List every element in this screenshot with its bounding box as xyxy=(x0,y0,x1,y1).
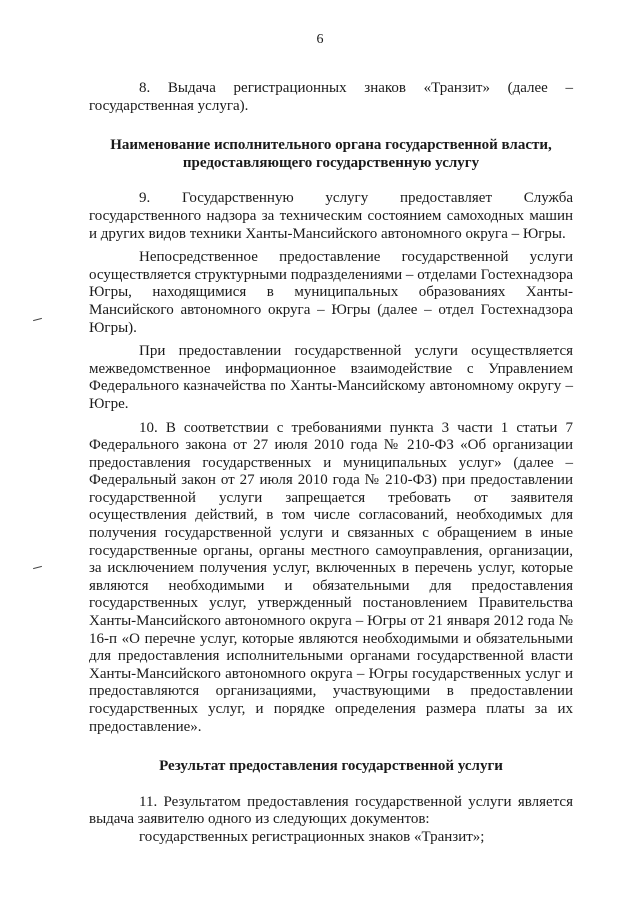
section-heading-authority: Наименование исполнительного органа государственной власти, предоставляющего государственную услугу xyxy=(110,137,552,171)
item-11-paragraph: 11. Результатом предоставления государственной услуги является выдача заявителю одного из следующих документов: xyxy=(89,793,573,828)
item-10-paragraph: 10. В соответствии с требованиями пункта 3 части 1 статьи 7 Федерального закона от 27 июля 2010 года № 210-ФЗ «Об организации предоставления государственных и муниципальных услуг» (далее – Федеральный закон от 27 июля 2010 года № 210-ФЗ) при предоставлении государственной услуги запрещается требовать от заявителя осуществления действий, в том числе согласований, необходимых для получения государственной услуги и связанных с обращением в иные государственные органы, органы местного самоуправления, организации, за исключением получения услуг, включенных в перечень услуг, которые являются необходимыми и обязательными для предоставления государственных услуг, утвержденный постановлением Правительства Ханты-Мансийского автономного округа – Югры от 21 января 2012 года № 16-п «О перечне услуг, которые являются необходимыми и обязательными для предоставления исполнительными органами государственной власти Ханты-Мансийского автономного округа – Югры государственных услуг и предоставляются организациями, участвующими в предоставлении государственных услуг, и порядке определения размера платы за их предоставление». xyxy=(89,419,573,735)
item-9-paragraph: 9. Государственную услугу предоставляет Служба государственного надзора за техническим состоянием самоходных машин и других видов техники Ханты-Мансийского автономного округа – Югры. xyxy=(89,190,573,242)
margin-mark xyxy=(33,566,42,569)
item-8-paragraph: 8. Выдача регистрационных знаков «Транзит» (далее – государственная услуга). xyxy=(89,80,573,114)
item-11-document: государственных регистрационных знаков «Транзит»; xyxy=(139,828,485,845)
section-heading-result: Результат предоставления государственной услуги xyxy=(159,758,503,775)
direct-provision-paragraph: Непосредственное предоставление государственной услуги осуществляется структурными подразделениями – отделами Гостехнадзора Югры, находящимися в муниципальных образованиях Ханты-Мансийского автономного округа – Югры (далее – отдел Гостехнадзора Югры). xyxy=(89,249,573,336)
interaction-paragraph: При предоставлении государственной услуги осуществляется межведомственное информационное взаимодействие с Управлением Федерального казначейства по Ханты-Мансийскому автономному округу – Югре. xyxy=(89,343,573,412)
margin-mark xyxy=(33,318,42,321)
document-body xyxy=(89,80,573,847)
page-number: 6 xyxy=(316,32,324,47)
